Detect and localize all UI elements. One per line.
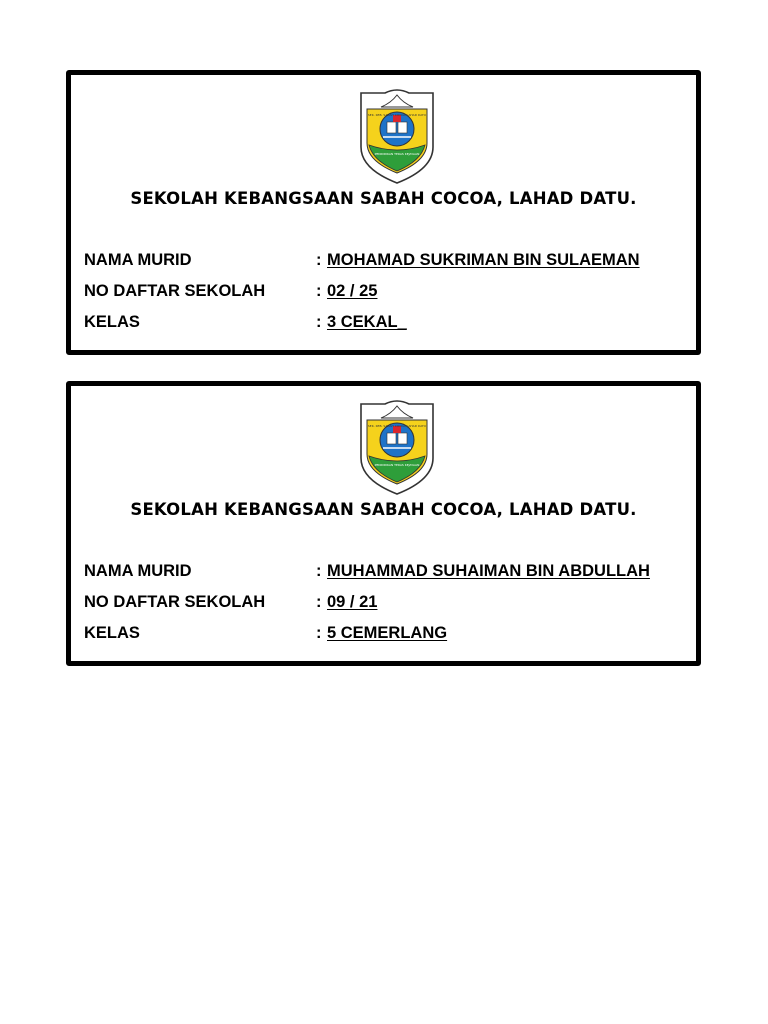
crest-ring-text: SEK. KEB. SABAH COCOA LAHAD DATU	[367, 113, 427, 117]
field-row-name	[79, 251, 688, 273]
field-value: 5 CEMERLANG	[327, 624, 448, 642]
field-colon: :	[316, 313, 322, 331]
field-label: KELAS	[84, 313, 140, 331]
field-label: NAMA MURID	[84, 251, 192, 269]
field-label: NO DAFTAR SEKOLAH	[84, 282, 266, 300]
field-colon: :	[316, 593, 322, 611]
crest-motto-text: PENDIDIKAN TERAS KEJAYAAN	[374, 152, 420, 156]
field-label: NAMA MURID	[84, 562, 192, 580]
school-crest-logo	[355, 89, 439, 185]
field-value: MOHAMAD SUKRIMAN BIN SULAEMAN	[327, 251, 640, 269]
field-row-class	[79, 624, 688, 646]
name-card-1	[66, 70, 701, 355]
field-label: NO DAFTAR SEKOLAH	[84, 593, 266, 611]
field-colon: :	[316, 251, 322, 269]
field-row-register-number	[79, 282, 688, 304]
school-crest-logo	[355, 400, 439, 496]
field-row-register-number	[79, 593, 688, 615]
school-name-title: SEKOLAH KEBANGSAAN SABAH COCOA, LAHAD DATU.	[130, 500, 637, 519]
field-label: KELAS	[84, 624, 140, 642]
school-name-title: SEKOLAH KEBANGSAAN SABAH COCOA, LAHAD DATU.	[130, 189, 637, 208]
name-card-2	[66, 381, 701, 666]
field-colon: :	[316, 562, 322, 580]
field-value: MUHAMMAD SUHAIMAN BIN ABDULLAH	[327, 562, 650, 580]
field-value: 3 CEKAL_	[327, 313, 407, 331]
field-row-class	[79, 313, 688, 335]
field-colon: :	[316, 624, 322, 642]
field-row-name	[79, 562, 688, 584]
field-colon: :	[316, 282, 322, 300]
field-value: 02 / 25	[327, 282, 378, 300]
crest-ring-text: SEK. KEB. SABAH COCOA LAHAD DATU	[367, 424, 427, 428]
crest-motto-text: PENDIDIKAN TERAS KEJAYAAN	[374, 463, 420, 467]
field-value: 09 / 21	[327, 593, 378, 611]
